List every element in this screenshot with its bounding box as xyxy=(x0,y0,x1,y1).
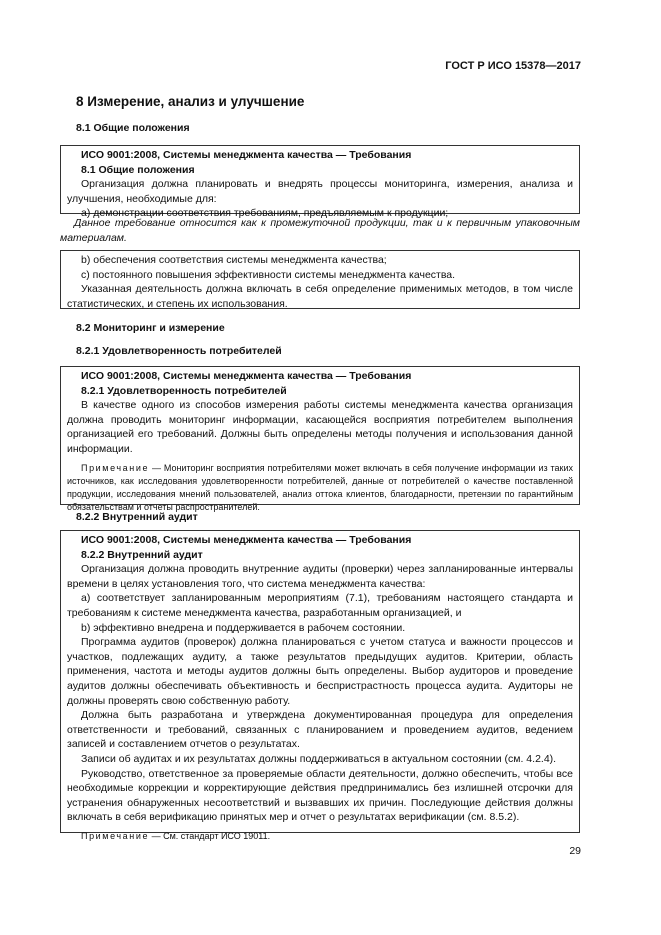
note-label: Примечание xyxy=(81,462,150,473)
iso-quote-box-8-1-continued xyxy=(60,250,580,309)
quote-item-c: c) постоянного повышения эффективности системы менеджмента качества. xyxy=(81,268,456,281)
quote-paragraph: Программа аудитов (проверок) должна планироваться с учетом статуса и важности процессов и участков, подлежащих аудиту, а также результатов предыдущих аудитов. Критерии, область применения, частота и методы аудитов должны быть определены. Выбор аудиторов и проведение аудитов должны обеспечивать объективность и беспристрастность процесса аудита. Аудиторы не должны проверять свою собственную работу. xyxy=(67,636,573,707)
quote-item-a: a) соответствует запланированным мероприятиям (7.1), требованиям настоящего стандарта и требованиям к системе менеджмента качества, разработанным организацией, и xyxy=(67,592,573,619)
note-text: — Мониторинг восприятия потребителями может включать в себя получение информации из таких источников, как исследования удовлетворенности потребителей, данные от потребителей о качестве поставленной продукции, исследования мнений пользователей, анализ оттока клиентов, благодарности, претензии по гарантийным обязательствам и отчеты распространителей. xyxy=(67,462,573,512)
standard-designation: ГОСТ Р ИСО 15378—2017 xyxy=(445,60,581,72)
section-8-title: 8 Измерение, анализ и улучшение xyxy=(76,94,305,109)
quote-clause-title: 8.2.1 Удовлетворенность потребителей xyxy=(81,384,287,397)
national-requirement-text: Данное требование относится как к промежуточной продукции, так и к первичным упаковочным материалам. xyxy=(60,217,580,244)
quote-clause-title: 8.1 Общие положения xyxy=(81,163,195,176)
section-8-1-heading: 8.1 Общие положения xyxy=(76,122,190,134)
note-text: — См. стандарт ИСО 19011. xyxy=(149,830,271,841)
quote-paragraph: Руководство, ответственное за проверяемые области деятельности, должно обеспечить, чтобы все необходимые коррекции и корректирующие действия предпринимались без излишней отсрочки для устранения обнаруженных несоответствий и вызвавших их причин. Последующие действия должны включать в себя верификацию принятых мер и отчет о результатах верификации (см. 8.5.2). xyxy=(67,767,573,824)
note-label: Примечание xyxy=(81,830,150,841)
quote-item-a: a) демонстрации соответствия требованиям, предъявляемым к продукции; xyxy=(81,207,449,220)
quote-source-title: ИСО 9001:2008, Системы менеджмента качества — Требования xyxy=(81,370,412,382)
quote-paragraph: В качестве одного из способов измерения работы системы менеджмента качества организация должна проводить мониторинг информации, касающейся восприятия потребителем выполнения организацией его требований. Должны быть определены методы получения и использования данной информации. xyxy=(67,399,573,455)
iso-quote-box-8-2-1 xyxy=(60,366,580,512)
quote-source-title: ИСО 9001:2008, Системы менеджмента качества — Требования xyxy=(81,534,412,546)
section-8-2-1-heading: 8.2.1 Удовлетворенность потребителей xyxy=(76,345,282,357)
iso-quote-box-8-1 xyxy=(60,145,580,220)
quote-clause-title: 8.2.2 Внутренний аудит xyxy=(81,548,203,561)
section-8-2-2-heading: 8.2.2 Внутренний аудит xyxy=(76,511,198,523)
quote-item-b: b) обеспечения соответствия системы менеджмента качества; xyxy=(81,254,387,266)
quote-paragraph: Указанная деятельность должна включать в себя определение применимых методов, в том числе статистических, и степень их использования. xyxy=(67,283,573,310)
page-number: 29 xyxy=(569,845,581,857)
quote-source-title: ИСО 9001:2008, Системы менеджмента качества — Требования xyxy=(81,149,412,161)
section-8-2-heading: 8.2 Мониторинг и измерение xyxy=(76,322,225,334)
quote-paragraph: Должна быть разработана и утверждена документированная процедура для определения ответственности и требований, связанных с планированием и проведением аудитов, ведением записей и составлением отчетов о результатах. xyxy=(67,709,573,751)
iso-quote-box-8-2-2 xyxy=(60,530,580,841)
quote-note xyxy=(61,830,579,843)
quote-paragraph: Записи об аудитах и их результатах должны поддерживаться в актуальном состоянии (см. 4.2.4). xyxy=(81,752,557,765)
quote-item-b: b) эффективно внедрена и поддерживается в рабочем состоянии. xyxy=(81,621,406,634)
quote-paragraph: Организация должна проводить внутренние аудиты (проверки) через запланированные интервалы времени в целях установления того, что система менеджмента качества: xyxy=(67,563,573,590)
quote-note xyxy=(61,462,579,514)
quote-paragraph: Организация должна планировать и внедрять процессы мониторинга, измерения, анализа и улучшения, необходимые для: xyxy=(67,178,573,205)
